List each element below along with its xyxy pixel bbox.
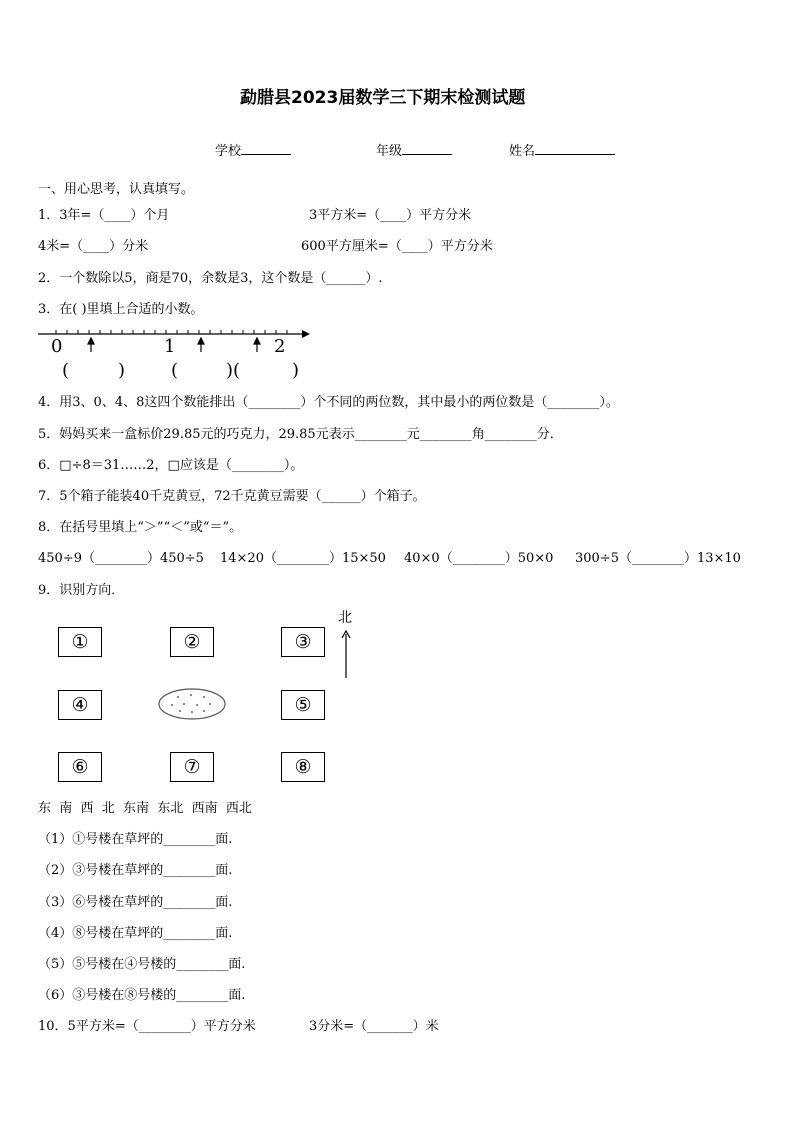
answer-paren-middle: )( [226,360,241,381]
q9-sub-2: （2）③号楼在草坪的________面. [38,863,233,878]
q8-item-2: 14×20（________）15×50 [220,551,386,566]
building-8: ⑧ [281,752,325,782]
lawn-icon [156,686,228,722]
grade-label: 年级 [376,144,403,159]
question-7: 7．5个箱子能装40千克黄豆，72千克黄豆需要（______）个箱子。 [38,489,426,504]
building-2: ② [170,627,214,657]
school-field[interactable] [215,141,291,160]
q8-item-3: 40×0（________）50×0 [404,551,554,566]
question-9: 9．识别方向． [38,583,125,598]
q10-b: 3分米=（_______）米 [309,1019,439,1034]
q1-b: 3平方米=（____）平方分米 [309,208,472,223]
q1-c: 4米=（____）分米 [38,239,149,254]
number-label-0: 0 [51,336,63,357]
north-arrow-icon [340,628,352,680]
q9-sub-5: （5）⑤号楼在④号楼的________面. [38,957,246,972]
question-4: 4．用3、0、4、8这四个数能排出（________）个不同的两位数，其中最小的两位数是（________）。 [38,395,619,410]
section-heading: 一、用心思考，认真填写。 [38,182,195,197]
question-6: 6．□÷8＝31……2，□应该是（________）。 [38,458,304,473]
q9-sub-3: （3）⑥号楼在草坪的________面. [38,895,233,910]
q1-d: 600平方厘米=（____）平方分米 [301,239,493,254]
q8-item-1: 450÷9（________）450÷5 [38,551,204,566]
north-label: 北 [338,610,352,626]
question-3: 3．在( )里填上合适的小数。 [38,302,204,317]
answer-paren-open-1: ( [62,360,70,381]
q9-sub-6: （6）③号楼在⑧号楼的________面. [38,988,246,1003]
answer-paren-close-3: ) [292,360,300,381]
name-label: 姓名 [509,144,536,159]
building-3: ③ [281,627,325,657]
school-label: 学校 [215,144,242,159]
building-1: ① [58,627,102,657]
q9-sub-1: （1）①号楼在草坪的________面. [38,832,233,847]
answer-paren-open-2: ( [171,360,179,381]
answer-paren-close-1: ) [118,360,126,381]
direction-options: 东 南 西 北 东南 东北 西南 西北 [38,801,252,816]
q9-sub-4: （4）⑧号楼在草坪的________面. [38,926,233,941]
question-8: 8．在括号里填上“＞”“＜”或“＝”。 [38,520,243,535]
building-5: ⑤ [281,690,325,720]
grade-field[interactable] [376,141,452,160]
name-field[interactable] [509,141,615,160]
page-title: 勐腊县2023届数学三下期末检测试题 [240,88,526,108]
q8-item-4: 300÷5（________）13×10 [575,551,741,566]
question-5: 5．妈妈买来一盒标价29.85元的巧克力，29.85元表示________元________角________分． [38,427,563,442]
building-7: ⑦ [170,752,214,782]
building-4: ④ [58,690,102,720]
q10-a: 10．5平方米=（________）平方分米 [38,1019,256,1034]
question-2: 2．一个数除以5，商是70，余数是3，这个数是（______）. [38,271,383,286]
number-label-2: 2 [274,336,286,357]
building-6: ⑥ [58,752,102,782]
number-label-1: 1 [164,336,176,357]
q1-a: 1．3年=（____）个月 [38,208,170,223]
